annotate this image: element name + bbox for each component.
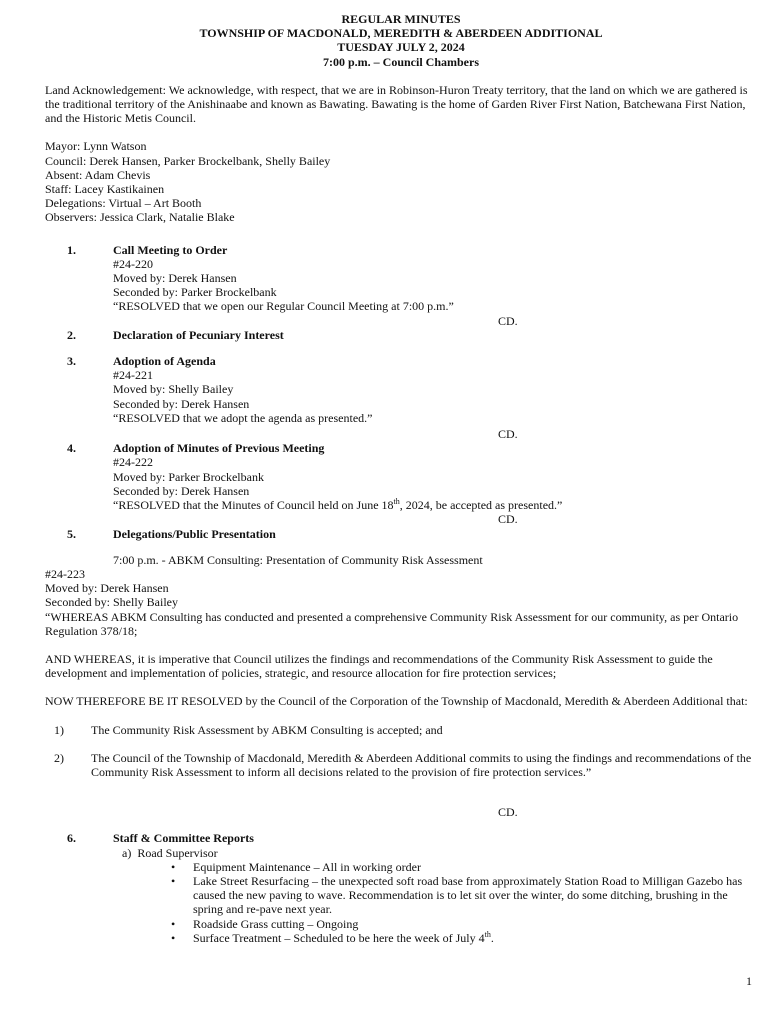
bullet-icon: • — [171, 873, 176, 888]
attendance-staff: Staff: Lacey Kastikainen — [45, 182, 165, 197]
whereas-clause-1: “WHEREAS ABKM Consulting has conducted and presented a comprehensive Community Risk Assessment for our community, as per Ontario Regulation 378/18; — [45, 609, 739, 638]
moved-by: Moved by: Derek Hansen — [45, 581, 169, 596]
item-title: Staff & Committee Reports — [113, 831, 254, 846]
item-number: 6. — [67, 831, 76, 846]
resolution-point: 2) The Council of the Township of Macdonald, Meredith & Aberdeen Additional commits to using the findings and recommendations of the Community Risk Assessment to inform all decisions related to the provision of fire protection services.” — [54, 750, 752, 779]
item-number: 4. — [67, 441, 76, 456]
seconded-by: Seconded by: Derek Hansen — [113, 483, 250, 498]
list-item: • Surface Treatment – Scheduled to be here the week of July 4th. — [171, 929, 494, 945]
attendance-delegations: Delegations: Virtual – Art Booth — [45, 196, 202, 211]
bullet-icon: • — [171, 916, 176, 931]
item-number: 3. — [67, 354, 76, 369]
township-name: TOWNSHIP OF MACDONALD, MEREDITH & ABERDEEN ADDITIONAL — [199, 26, 603, 41]
item-title: Declaration of Pecuniary Interest — [113, 327, 284, 342]
agenda-item-2 — [45, 328, 757, 342]
list-item: • Equipment Maintenance – All in working order — [171, 859, 421, 874]
page-number: 1 — [746, 974, 752, 988]
land-acknowledgement: Land Acknowledgement: We acknowledge, with respect, that we are in Robinson-Huron Treaty territory, that the land on which we are gathered is the traditional territory of the Anishinaabe and known as Bawating. Bawating is the home of Garden River First Nation, Batchewana First Nation, and the Historic Metis Council. — [45, 82, 748, 126]
motion-number: #24-221 — [113, 368, 153, 383]
doc-title: REGULAR MINUTES — [341, 12, 461, 26]
motion-number: #24-222 — [113, 455, 153, 470]
attendance-mayor: Mayor: Lynn Watson — [45, 139, 147, 154]
minutes-page — [45, 12, 757, 945]
item-title: Call Meeting to Order — [113, 242, 228, 257]
moved-by: Moved by: Shelly Bailey — [113, 382, 234, 397]
agenda-item-1 — [45, 243, 757, 328]
carried-mark: CD. — [498, 512, 518, 527]
carried-mark: CD. — [498, 805, 518, 820]
seconded-by: Seconded by: Parker Brockelbank — [113, 285, 277, 300]
motion-number: #24-220 — [113, 256, 153, 271]
whereas-clause-2: AND WHEREAS, it is imperative that Council utilizes the findings and recommendations of the Community Risk Assessment to guide the development and implementation of policies, strategic, and resource allocation for fire protection services; — [45, 651, 713, 681]
seconded-by: Seconded by: Shelly Bailey — [45, 595, 178, 610]
document-header — [45, 12, 757, 69]
resolved-clause: NOW THEREFORE BE IT RESOLVED by the Council of the Corporation of the Township of Macdonald, Meredith & Aberdeen Additional that: — [45, 694, 748, 709]
moved-by: Moved by: Derek Hansen — [113, 271, 237, 286]
bullet-icon: • — [171, 930, 176, 945]
resolution-text: “RESOLVED that we adopt the agenda as presented.” — [113, 410, 373, 425]
attendance-council: Council: Derek Hansen, Parker Brockelbank, Shelly Bailey — [45, 153, 331, 168]
bullet-icon: • — [171, 859, 176, 874]
agenda-item-4 — [45, 441, 757, 526]
list-item: • Roadside Grass cutting – Ongoing — [171, 916, 359, 931]
resolution-text: “RESOLVED that we open our Regular Council Meeting at 7:00 p.m.” — [113, 299, 454, 314]
item-number: 1. — [67, 242, 76, 257]
agenda-item-3 — [45, 354, 757, 441]
meeting-time-location: 7:00 p.m. – Council Chambers — [322, 54, 479, 69]
item-title: Adoption of Minutes of Previous Meeting — [113, 441, 325, 456]
item-title: Delegations/Public Presentation — [113, 526, 276, 541]
agenda-item-6 — [45, 831, 757, 945]
item-number: 5. — [67, 526, 76, 541]
list-item: • Lake Street Resurfacing – the unexpected soft road base from approximately Station Road to Milligan Gazebo has caused the new paving to wave. Recommendation is to let sit over the winter, do some ditching, brushing in the spring and re-pave next year. — [171, 873, 743, 917]
agenda-item-5 — [45, 527, 757, 820]
road-supervisor-bullets — [45, 860, 757, 945]
resolution-point: 1) The Community Risk Assessment by ABKM Consulting is accepted; and — [54, 722, 443, 737]
carried-mark: CD. — [498, 427, 518, 442]
attendance-absent: Absent: Adam Chevis — [45, 167, 151, 182]
presentation-line: 7:00 p.m. - ABKM Consulting: Presentation of Community Risk Assessment — [113, 552, 483, 567]
resolution-text: “RESOLVED that the Minutes of Council held on June 18th, 2024, be accepted as presented.” — [113, 497, 563, 513]
motion-number: #24-223 — [45, 566, 85, 581]
carried-mark: CD. — [498, 313, 518, 328]
attendance-list — [45, 139, 757, 224]
moved-by: Moved by: Parker Brockelbank — [113, 469, 264, 484]
sub-heading-road-supervisor: a) Road Supervisor — [122, 845, 218, 860]
attendance-observers: Observers: Jessica Clark, Natalie Blake — [45, 210, 235, 225]
meeting-date: TUESDAY JULY 2, 2024 — [337, 40, 465, 55]
item-title: Adoption of Agenda — [113, 354, 216, 369]
item-number: 2. — [67, 327, 76, 342]
seconded-by: Seconded by: Derek Hansen — [113, 396, 250, 411]
